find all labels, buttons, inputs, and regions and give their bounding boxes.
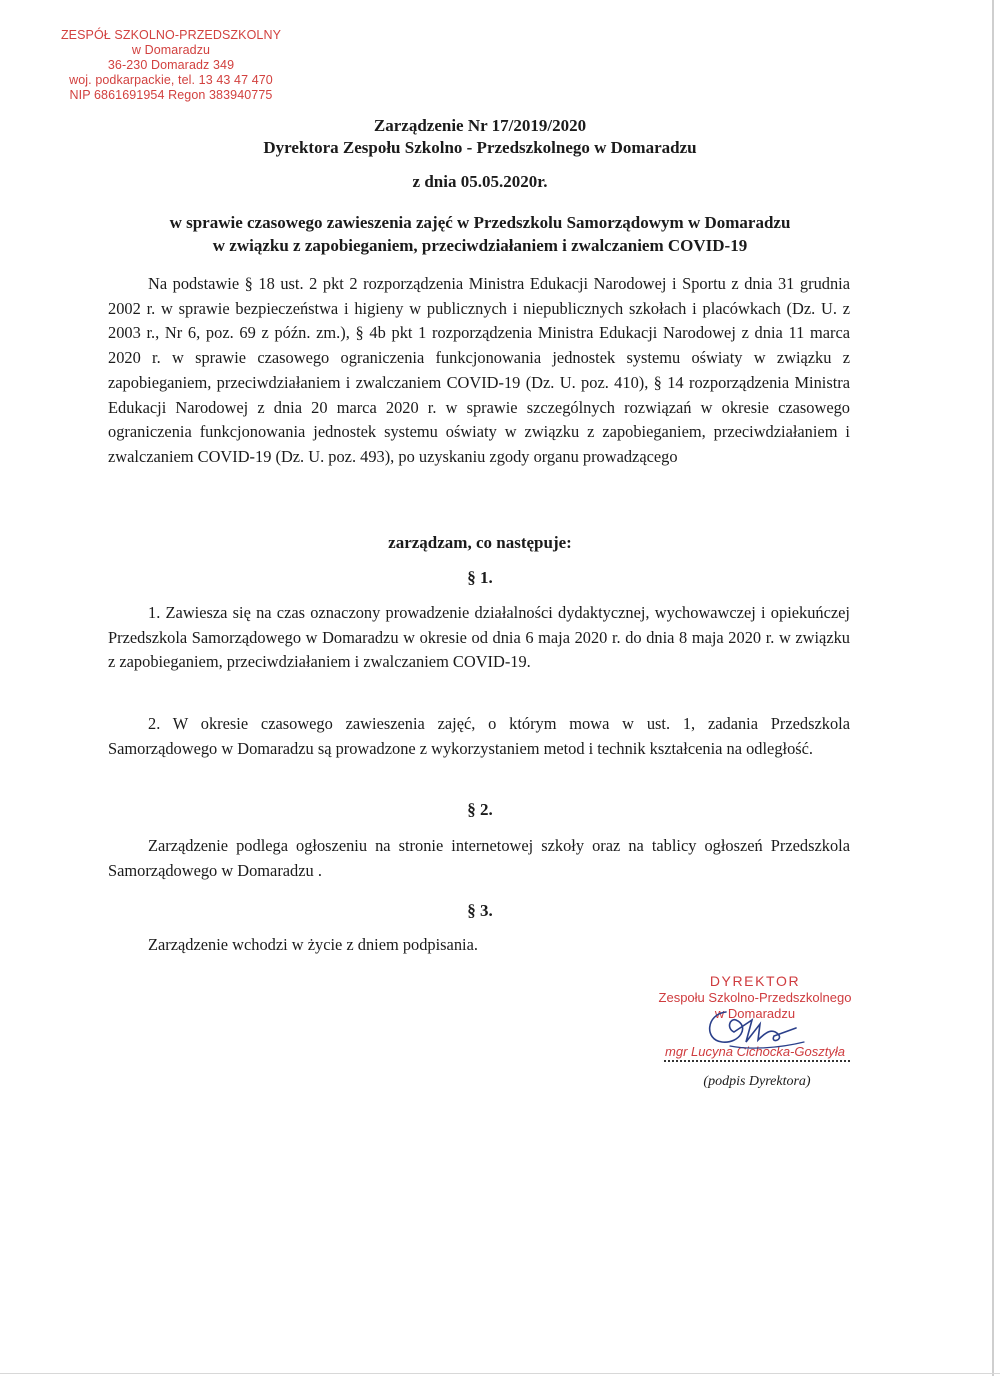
director-stamp-line-2: Zespołu Szkolno-Przedszkolnego [658,990,852,1005]
page-edge-shadow [992,0,994,1376]
decree-heading: zarządzam, co następuje: [388,533,572,552]
legal-basis-text: Na podstawie § 18 ust. 2 pkt 2 rozporządzenia Ministra Edukacji Narodowej i Sportu z dnia 31 grudnia 2002 r. w sprawie bezpieczeństwa i higieny w publicznych i niepublicznych szkołach i placówkach (Dz. U. z 2003 r., Nr 6, poz. 69 z późn. zm.), § 4b pkt 1 rozporządzenia Ministra Edukacji Narodowej z dnia 11 marca 2020 r. w sprawie czasowego ograniczenia funkcjonowania jednostek systemu oświaty w związku z zapobieganiem, przeciwdziałaniem i zwalczaniem COVID-19 (Dz. U. poz. 410), § 14 rozporządzenia Ministra Edukacji Narodowej z dnia 20 marca 2020 r. w sprawie szczególnych rozwiązań w okresie czasowego ograniczenia funkcjonowania jednostek systemu oświaty w związku z zapobieganiem, przeciwdziałaniem i zwalczaniem COVID-19 (Dz. U. poz. 493), po uzyskaniu zgody organu prowadzącego [108,274,850,466]
document-date: z dnia 05.05.2020r. [412,172,548,191]
stamp-line-5: NIP 6861691954 Regon 383940775 [69,88,273,102]
section-1-paragraph-1-text: 1. Zawiesza się na czas oznaczony prowadzenie działalności dydaktycznej, wychowawczej i opiekuńczej Przedszkola Samorządowego w Domaradzu w okresie od dnia 6 maja 2020 r. do dnia 8 maja 2020 r. w związku z zapobieganiem, przeciwdziałaniem i zwalczaniem COVID-19. [108,603,850,672]
section-1-paragraph-2 [108,712,850,761]
stamp-line-2: w Domaradzu [131,43,211,57]
stamp-line-4: woj. podkarpackie, tel. 13 43 47 470 [69,73,273,87]
section-1-paragraph-1 [108,601,850,675]
page-bottom-edge [0,1373,1000,1374]
subject-line-2: w związku z zapobieganiem, przeciwdziałaniem i zwalczaniem COVID-19 [212,236,748,255]
legal-basis [108,272,850,470]
subject-line-1: w sprawie czasowego zawieszenia zajęć w Przedszkolu Samorządowym w Domaradzu [169,213,791,232]
section-3-heading: § 3. [467,901,493,920]
section-1-heading: § 1. [467,568,493,587]
signature-caption: (podpis Dyrektora) [703,1074,811,1089]
document-subtitle: Dyrektora Zespołu Szkolno - Przedszkolnego w Domaradzu [263,138,697,157]
signature-dotted-line [664,1060,850,1062]
section-3-text: Zarządzenie wchodzi w życie z dniem podpisania. [148,935,478,954]
stamp-line-1: ZESPÓŁ SZKOLNO-PRZEDSZKOLNY [60,28,282,42]
director-stamp-line-3: w Domaradzu [714,1006,796,1021]
handwritten-signature [700,998,810,1054]
section-2-text: Zarządzenie podlega ogłoszeniu na stronie internetowej szkoły oraz na tablicy ogłoszeń Przedszkola Samorządowego w Domaradzu . [108,836,850,880]
director-stamp-title: DYREKTOR [709,973,801,989]
school-stamp [52,28,290,103]
section-2-heading: § 2. [467,800,493,819]
stamp-line-3: 36-230 Domaradz 349 [107,58,235,72]
section-2-paragraph [108,834,850,883]
document-title: Zarządzenie Nr 17/2019/2020 [373,116,587,135]
director-stamp-name: mgr Lucyna Cichocka-Gosztyła [665,1044,845,1059]
section-1-paragraph-2-text: 2. W okresie czasowego zawieszenia zajęć, o którym mowa w ust. 1, zadania Przedszkola Samorządowego w Domaradzu są prowadzone z wykorzystaniem metod i technik kształcenia na odległość. [108,714,850,758]
section-3-paragraph [108,933,850,958]
